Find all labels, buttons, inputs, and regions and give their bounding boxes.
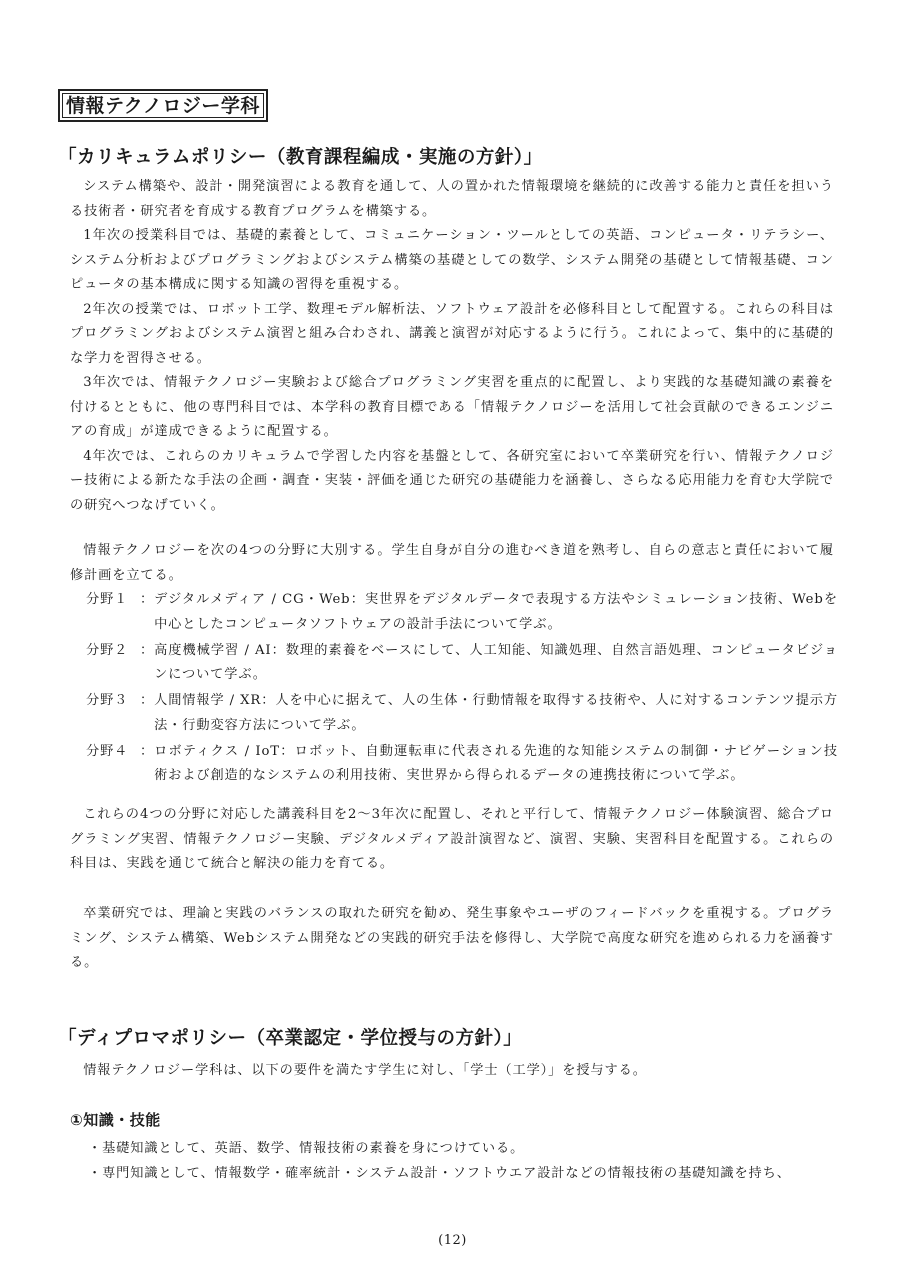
curriculum-paragraphs — [70, 175, 834, 518]
field-separator: ： — [140, 693, 155, 708]
department-title: 情報テクノロジー学科 — [58, 89, 268, 122]
diploma-intro-text: 情報テクノロジー学科は、以下の要件を満たす学生に対し、「学士（工学）」を授与する。 — [83, 1063, 647, 1078]
field-item-4 — [86, 740, 838, 789]
knowledge-skills-list — [88, 1137, 848, 1186]
subjects-paragraph-text: これらの4つの分野に対応した講義科目を2〜3年次に配置し、それと平行して、情報テクノロジー体験演習、総合プログラミング実習、情報テクノロジー実験、デジタルメディア設計演習など、演習、実験、実習科目を配置する。これらの科目は、実践を通じて統合と解決の能力を育てる。 — [70, 807, 834, 871]
curriculum-paragraph-5: 4年次では、これらのカリキュラムで学習した内容を基盤として、各研究室において卒業研究を行い、情報テクノロジー技術による新たな手法の企画・調査・実装・評価を通じた研究の基礎能力を涵養し、さらなる応用能力を育む大学院での研究へつなげていく。 — [70, 448, 834, 513]
list-item: ・ 専門知識として、情報数学・確率統計・システム設計・ソフトウエア設計などの情報技術の基礎知識を持ち、 — [88, 1162, 848, 1187]
graduation-research-text: 卒業研究では、理論と実践のバランスの取れた研究を勧め、発生事象やユーザのフィードバックを重視する。プログラミング、システム構築、Webシステム開発などの実践的研究手法を修得し、大学院で高度な研究を進められる力を涵養する。 — [70, 906, 834, 970]
field-list — [86, 588, 838, 790]
curriculum-policy-heading: 「カリキュラムポリシー（教育課程編成・実施の方針）」 — [58, 147, 543, 168]
field-description: ロボティクス / IoT：ロボット、自動運転車に代表される先進的な知能システムの制御・ナビゲーション技術および創造的なシステムの利用技術、実世界から得られるデータの連携技術について学ぶ。 — [154, 743, 838, 783]
graduation-research-paragraph — [70, 902, 834, 976]
diploma-policy-heading: 「ディプロマポリシー（卒業認定・学位授与の方針）」 — [58, 1028, 523, 1049]
fields-intro — [70, 539, 834, 588]
field-label: 分野２ — [86, 642, 129, 658]
field-label: 分野３ — [86, 693, 129, 708]
field-label: 分野４ — [86, 743, 129, 759]
field-separator: ： — [140, 642, 155, 658]
field-item-3 — [86, 689, 838, 738]
fields-intro-text: 情報テクノロジーを次の4つの分野に大別する。学生自身が自分の進むべき道を熟考し、自らの意志と責任において履修計画を立てる。 — [70, 543, 834, 583]
field-separator: ： — [140, 743, 155, 759]
field-description: 人間情報学 / XR：人を中心に据えて、人の生体・行動情報を取得する技術や、人に対するコンテンツ提示方法・行動変容方法について学ぶ。 — [154, 693, 838, 733]
curriculum-paragraph-3: 2年次の授業では、ロボット工学、数理モデル解析法、ソフトウェア設計を必修科目として配置する。これらの科目はプログラミングおよびシステム演習と組み合わされ、講義と演習が対応するように行う。これによって、集中的に基礎的な学力を習得させる。 — [70, 301, 834, 366]
curriculum-paragraph-4: 3年次では、情報テクノロジー実験および総合プログラミング実習を重点的に配置し、より実践的な基礎知識の素養を付けるとともに、他の専門科目では、本学科の教育目標である「情報テクノロジーを活用して社会貢献のできるエンジニアの育成」が達成できるように配置する。 — [70, 375, 834, 439]
curriculum-paragraph-2: 1年次の授業科目では、基礎的素養として、コミュニケーション・ツールとしての英語、コンピュータ・リテラシー、システム分析およびプログラミングおよびシステム構築の基礎としての数学、システム開発の基礎として情報基礎、コンピュータの基本構成に関する知識の習得を重視する。 — [70, 228, 834, 292]
page-number: (12) — [438, 1233, 467, 1248]
knowledge-skills-heading: ①知識・技能 — [70, 1111, 161, 1129]
field-description: デジタルメディア / CG・Web：実世界をデジタルデータで表現する方法やシミュレーション技術、Webを中心としたコンピュータソフトウェアの設計手法について学ぶ。 — [154, 592, 838, 632]
subjects-paragraph — [70, 803, 834, 877]
field-item-2 — [86, 639, 838, 688]
list-item: ・ 基礎知識として、英語、数学、情報技術の素養を身につけている。 — [88, 1137, 848, 1162]
diploma-intro — [70, 1059, 834, 1084]
field-item-1 — [86, 588, 838, 637]
curriculum-paragraph-1: システム構築や、設計・開発演習による教育を通して、人の置かれた情報環境を継続的に改善する能力と責任を担いうる技術者・研究者を育成する教育プログラムを構築する。 — [70, 179, 834, 219]
field-label: 分野１ — [86, 592, 129, 607]
field-description: 高度機械学習 / AI：数理的素養をベースにして、人工知能、知識処理、自然言語処理、コンピュータビジョンについて学ぶ。 — [154, 642, 838, 682]
field-separator: ： — [140, 592, 155, 607]
